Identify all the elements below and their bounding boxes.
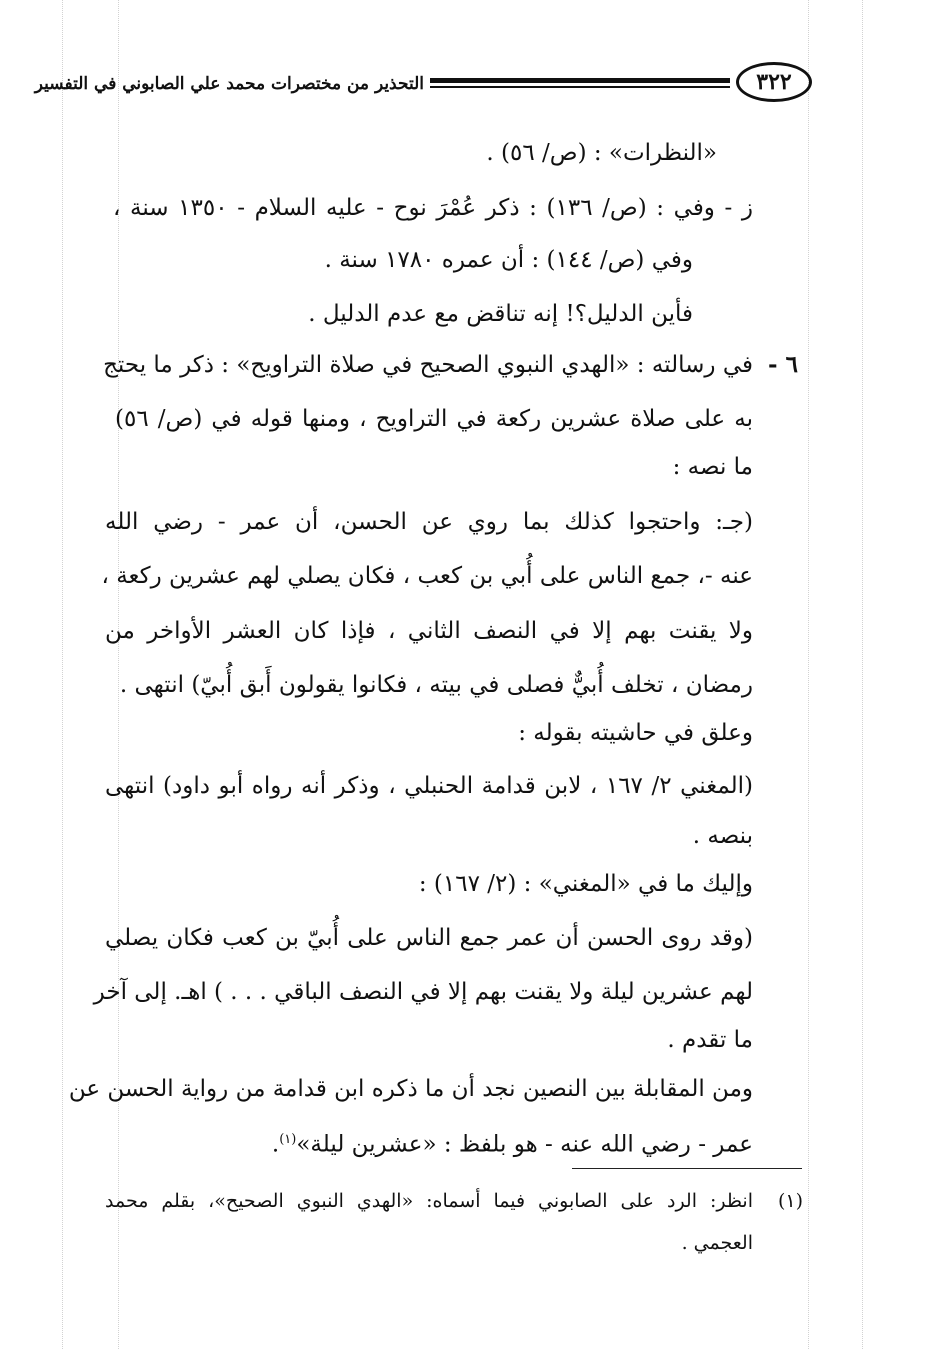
page-number: ٣٢٢ <box>736 62 812 102</box>
quote-line: لهم عشرين ليلة ولا يقنت بهم إلا في النصف الباقي . . . ) اهـ. إلى آخر <box>93 979 753 1005</box>
footnote-separator <box>572 1168 802 1169</box>
text-line: ز - وفي : (ص/ ١٣٦) : ذكر عُمْرَ نوح - عليه السلام - ١٣٥٠ سنة ، <box>113 195 754 221</box>
header-rule <box>430 86 730 88</box>
text-line: بنصه . <box>692 823 753 849</box>
text-run: عمر - رضي الله عنه - هو بلفظ : «عشرين ليلة» <box>296 1131 753 1158</box>
footnote-text: انظر: الرد على الصابوني فيما أسماه: «الهدي النبوي الصحيح»، بقلم محمد <box>105 1190 753 1212</box>
quote-line: (وقد روى الحسن أن عمر جمع الناس على أُبيّ بن كعب فكان يصلي <box>105 925 753 951</box>
text-run: . <box>271 1131 280 1158</box>
quote-line: رمضان ، تخلف أُبيٌّ فصلى في بيته ، فكانوا يقولون أَبق أُبيّ) انتهى . <box>119 672 753 698</box>
text-line: فأين الدليل؟! إنه تناقض مع عدم الدليل . <box>308 301 693 327</box>
text-line: في رسالته : «الهدي النبوي الصحيح في صلاة التراويح» : ذكر ما يحتج <box>103 352 753 378</box>
text-line: ما نصه : <box>672 454 753 480</box>
footnote-text: العجمي . <box>681 1232 753 1254</box>
footnote-marker: (١) <box>778 1190 804 1212</box>
quote-line: عنه -، جمع الناس على أُبي بن كعب ، فكان يصلي لهم عشرين ركعة ، <box>101 563 753 589</box>
text-line: وفي (ص/ ١٤٤) : أن عمره ١٧٨٠ سنة . <box>324 247 693 273</box>
scan-guide-line <box>808 0 809 1349</box>
quote-line: ما تقدم . <box>667 1027 753 1053</box>
text-line: ومن المقابلة بين النصين نجد أن ما ذكره ابن قدامة من رواية الحسن عن <box>68 1076 753 1102</box>
quote-line: (جـ: واحتجوا كذلك بما روي عن الحسن، أن عمر - رضي الله <box>105 509 753 535</box>
scan-guide-line <box>862 0 863 1349</box>
text-line: «النظرات» : (ص/ ٥٦) . <box>486 140 717 166</box>
text-line: وإليك ما في «المغني» : (٢/ ١٦٧) : <box>418 871 753 897</box>
footnote-reference: (١) <box>279 1132 297 1147</box>
header-rule <box>430 78 730 83</box>
item-number: ٦ - <box>768 351 798 378</box>
page-header <box>34 62 812 106</box>
scan-guide-line <box>62 0 63 1349</box>
text-line: به على صلاة عشرين ركعة في التراويح ، ومنها قوله في (ص/ ٥٦) <box>115 406 753 432</box>
quote-line: ولا يقنت بهم إلا في النصف الثاني ، فإذا كان العشر الأواخر من <box>105 618 753 644</box>
running-title: التحذير من مختصرات محمد علي الصابوني في التفسير <box>34 74 424 94</box>
text-line <box>272 1125 753 1160</box>
text-line: وعلق في حاشيته بقوله : <box>518 720 753 746</box>
text-line: (المغني ٢/ ١٦٧ ، لابن قدامة الحنبلي ، وذكر أنه رواه أبو داود) انتهى <box>105 773 754 799</box>
